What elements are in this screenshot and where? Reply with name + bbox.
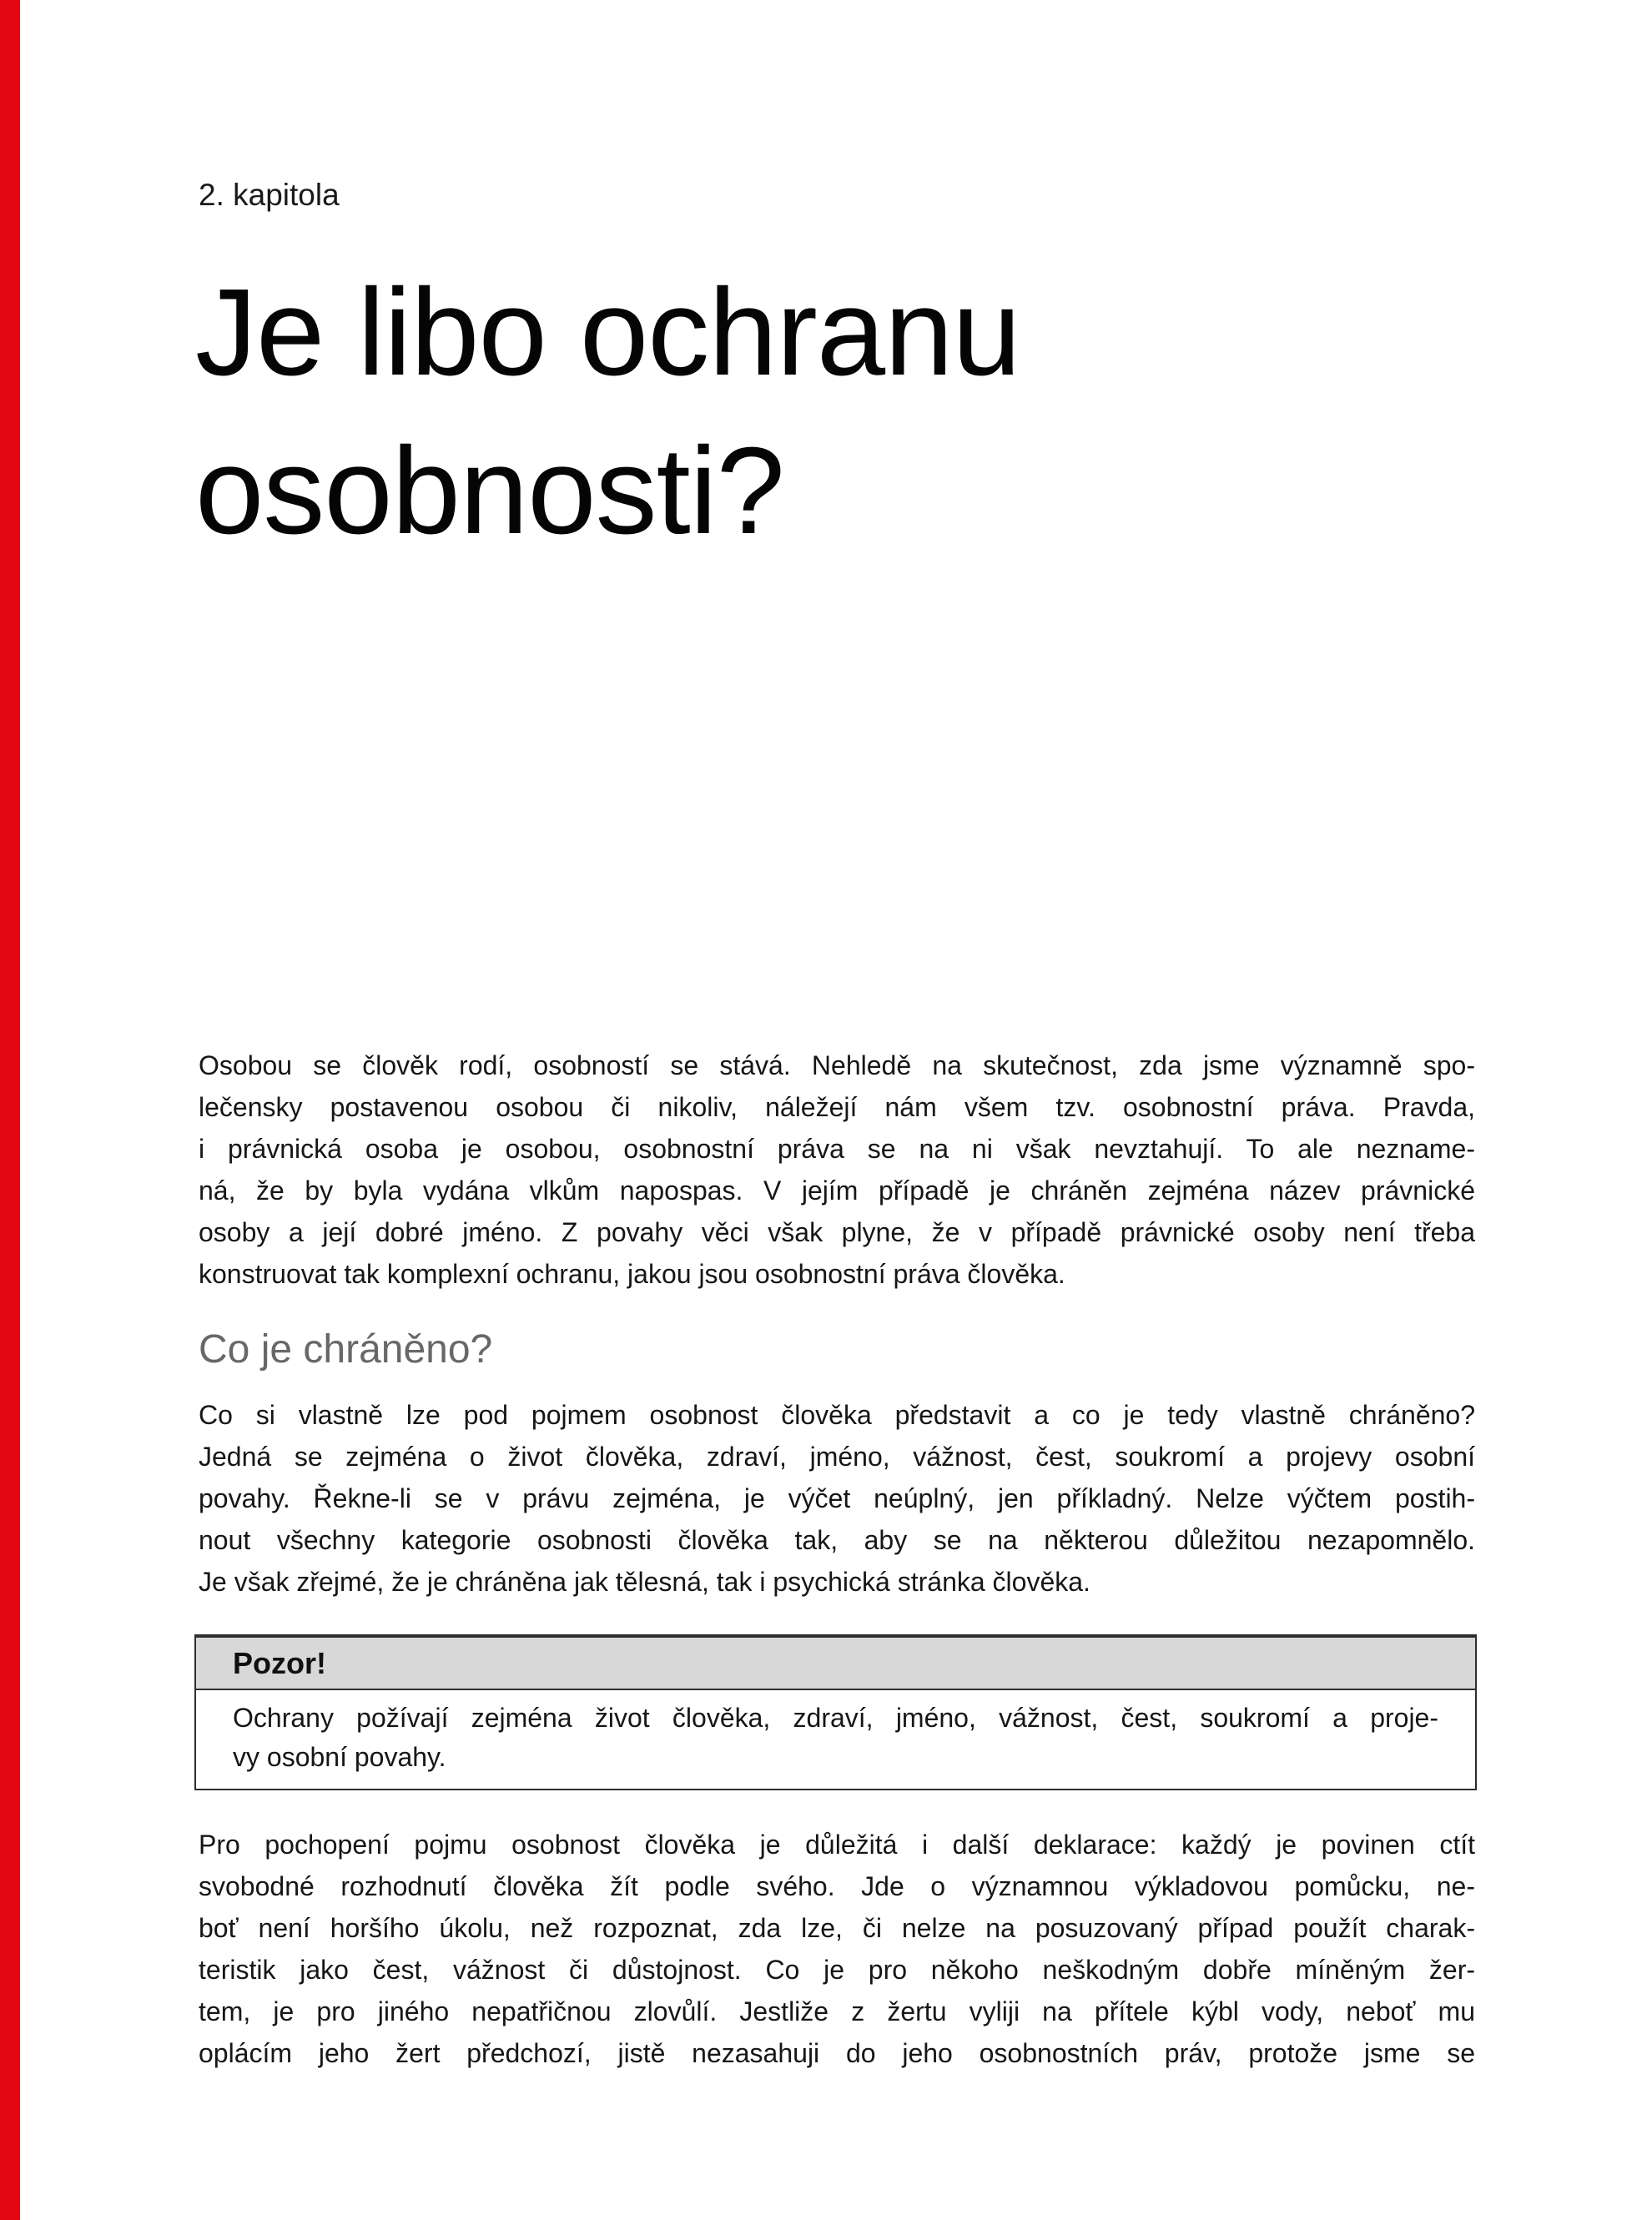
paragraph-line: konstruovat tak komplexní ochranu, jakou jsou osobnostní práva člověka. (199, 1259, 1065, 1289)
paragraph-line: teristik jako čest, vážnost či důstojnost. Co je pro někoho neškodným dobře míněným žer- (199, 1955, 1475, 1985)
callout-header (196, 1638, 1475, 1690)
chapter-accent-bar (0, 0, 20, 2220)
paragraph-line: Jedná se zejména o život člověka, zdraví, jméno, vážnost, čest, soukromí a projevy osobní (199, 1442, 1475, 1472)
paragraph-line: oplácím jeho žert předchozí, jistě nezasahuji do jeho osobnostních práv, protože jsme se (199, 2038, 1475, 2068)
paragraph-line: ná, že by byla vydána vlkům napospas. V jejím případě je chráněn zejména název právnické (199, 1175, 1475, 1206)
page-title-line-1: Je libo ochranu (195, 264, 1020, 401)
paragraph-line: osoby a její dobré jméno. Z povahy věci však plyne, že v případě právnické osoby není třeba (199, 1217, 1475, 1247)
page-title-line-2: osobnosti? (195, 422, 784, 560)
paragraph-line: Je však zřejmé, že je chráněna jak tělesná, tak i psychická stránka člověka. (199, 1567, 1090, 1597)
intro-paragraph (199, 1045, 1475, 1295)
paragraph-line: nout všechny kategorie osobnosti člověka tak, aby se na některou důležitou nezapomnělo. (199, 1525, 1475, 1555)
paragraph-line: i právnická osoba je osobou, osobnostní práva se na ni však nevztahují. To ale nezname- (199, 1134, 1475, 1164)
paragraph-line: svobodné rozhodnutí člověka žít podle svého. Jde o významnou výkladovou pomůcku, ne- (199, 1871, 1475, 1901)
page-title (195, 254, 1020, 571)
callout-line: Ochrany požívají zejména život člověka, zdraví, jméno, vážnost, čest, soukromí a proje- (233, 1703, 1438, 1733)
paragraph-line: boť není horšího úkolu, než rozpoznat, zda lze, či nelze na posuzovaný případ použít charak- (199, 1913, 1475, 1943)
callout-line: vy osobní povahy. (233, 1742, 446, 1772)
callout-body (196, 1690, 1475, 1789)
paragraph-line: Osobou se člověk rodí, osobností se stává. Nehledě na skutečnost, zda jsme významně spo- (199, 1050, 1475, 1080)
paragraph-line: povahy. Řekne-li se v právu zejména, je výčet neúplný, jen příkladný. Nelze výčtem postih- (199, 1483, 1475, 1513)
closing-paragraph (199, 1824, 1475, 2074)
callout-title: Pozor! (233, 1645, 326, 1680)
paragraph-line: Co si vlastně lze pod pojmem osobnost člověka představit a co je tedy vlastně chráněno? (199, 1400, 1475, 1430)
paragraph-line: lečensky postavenou osobou či nikoliv, náležejí nám všem tzv. osobnostní práva. Pravda, (199, 1092, 1475, 1122)
section-heading: Co je chráněno? (199, 1327, 493, 1372)
paragraph-line: tem, je pro jiného nepatřičnou zlovůlí. Jestliže z žertu vyliji na přítele kýbl vody, neboť mu (199, 1996, 1475, 2026)
section-paragraph (199, 1394, 1475, 1603)
chapter-label: 2. kapitola (199, 178, 340, 212)
callout-box (194, 1634, 1477, 1790)
paragraph-line: Pro pochopení pojmu osobnost člověka je důležitá i další deklarace: každý je povinen ctít (199, 1830, 1475, 1860)
